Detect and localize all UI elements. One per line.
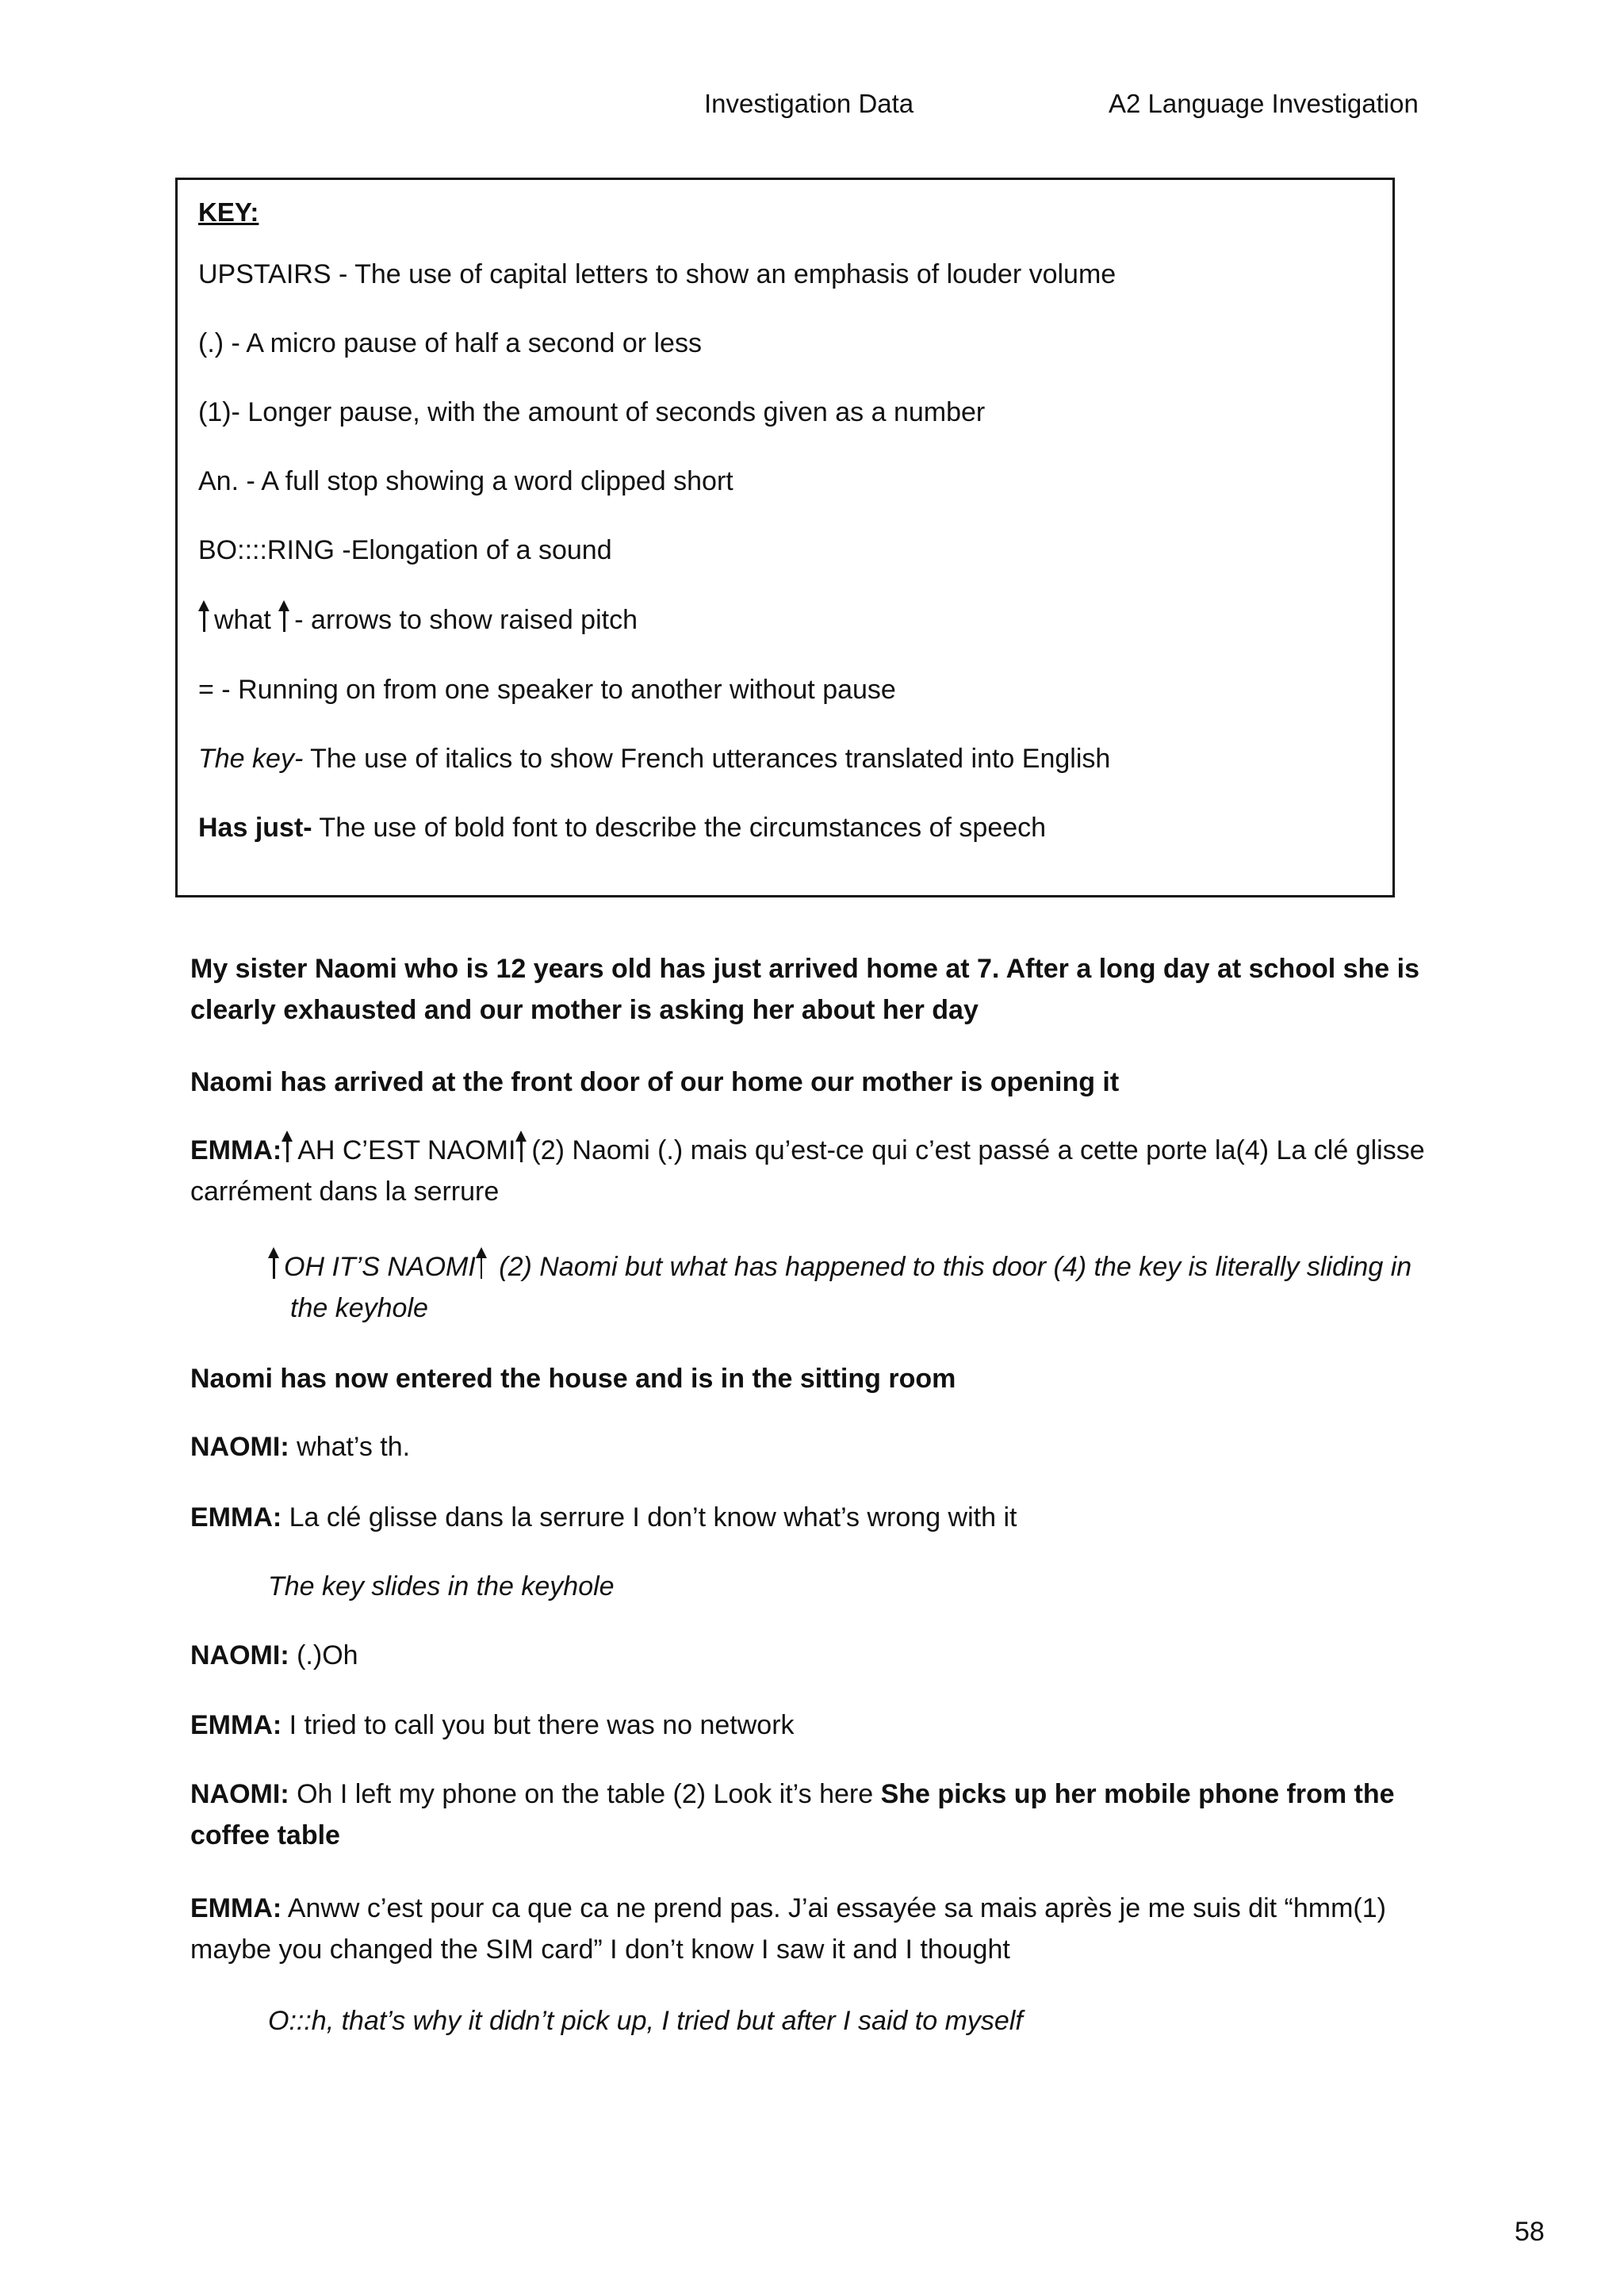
key-entry-clipped-word <box>198 466 733 497</box>
up-arrow-icon <box>268 1247 279 1279</box>
key-title: KEY: <box>198 197 259 227</box>
key-description: The use of bold font to describe the circumstances of speech <box>312 813 1047 843</box>
utterance-naomi-1 <box>190 1426 1427 1468</box>
key-description: - A full stop showing a word clipped short <box>239 466 733 496</box>
utterance-emma-2 <box>190 1497 1427 1538</box>
key-entry-longer-pause <box>198 397 985 428</box>
up-arrow-icon <box>476 1247 487 1279</box>
key-entry-bold <box>198 813 1046 844</box>
scene-description: Naomi has arrived at the front door of our home our mother is opening it <box>190 1067 1120 1097</box>
up-arrow-icon <box>278 600 289 632</box>
key-term: Has just- <box>198 813 312 843</box>
utterance-text: (.)Oh <box>289 1640 358 1670</box>
key-description: The use of italics to show French utterances translated into English <box>303 744 1111 774</box>
key-description: -Elongation of a sound <box>334 535 612 565</box>
key-term: (.) <box>198 328 224 358</box>
action-description: She picks up her mobile phone from the coffee table <box>190 1779 1395 1850</box>
up-arrow-icon <box>515 1131 527 1162</box>
key-description: - arrows to show raised pitch <box>294 605 638 635</box>
speaker-label: EMMA: <box>190 1893 282 1923</box>
scene-description: Naomi has now entered the house and is in the sitting room <box>190 1364 956 1394</box>
utterance-text: Anww c’est pour ca que ca ne prend pas. J’ai essayée sa mais après je me suis dit “hmm(1) maybe you changed the SIM card” I don’t know I saw it and I thought <box>190 1893 1386 1965</box>
utterance-text: (2) Naomi (.) mais qu’est-ce qui c’est passé a cette porte la(4) La clé glisse carrément dans la serrure <box>190 1135 1425 1207</box>
speaker-label: NAOMI: <box>190 1779 289 1809</box>
key-entry-micro-pause <box>198 328 702 359</box>
key-term: An. <box>198 466 239 496</box>
up-arrow-icon <box>282 1131 293 1162</box>
speaker-label: NAOMI: <box>190 1432 289 1462</box>
page-header-left: Investigation Data <box>704 89 914 118</box>
translation-text: OH IT’S NAOMI <box>284 1252 476 1282</box>
translation-2: The key slides in the keyhole <box>268 1571 615 1601</box>
utterance-naomi-2 <box>190 1635 1427 1676</box>
utterance-emma-3 <box>190 1705 1427 1746</box>
speaker-label: EMMA: <box>190 1135 282 1165</box>
up-arrow-icon <box>198 600 209 632</box>
page-header-right: A2 Language Investigation <box>1109 89 1419 118</box>
translation-1 <box>268 1246 1440 1329</box>
key-description: Longer pause, with the amount of seconds given as a number <box>239 397 986 427</box>
key-description: - The use of capital letters to show an emphasis of louder volume <box>331 259 1116 289</box>
translation-3: O:::h, that’s why it didn’t pick up, I tried but after I said to myself <box>268 2006 1023 2036</box>
speaker-label: EMMA: <box>190 1710 282 1740</box>
utterance-text: I tried to call you but there was no network <box>282 1710 795 1740</box>
utterance-text: Oh I left my phone on the table (2) Look it’s here <box>289 1779 881 1809</box>
speaker-label: EMMA: <box>190 1502 282 1533</box>
key-term: The key- <box>198 744 304 774</box>
translation-text: (2) Naomi but what has happened to this door (4) the key is literally sliding in the keyhole <box>290 1252 1412 1323</box>
speaker-label: NAOMI: <box>190 1640 289 1670</box>
key-term: (1)- <box>198 397 240 427</box>
utterance-text: what’s th. <box>289 1432 411 1462</box>
key-entry-elongation <box>198 535 612 566</box>
key-description: - Running on from one speaker to another without pause <box>213 675 896 705</box>
utterance-naomi-3 <box>190 1774 1427 1856</box>
utterance-emma-4 <box>190 1888 1427 1970</box>
transcription-key-box <box>175 178 1395 897</box>
key-entry-running-on <box>198 675 896 706</box>
key-entry-capitals <box>198 259 1116 290</box>
page-number: 58 <box>1515 2217 1545 2247</box>
key-entry-raised-pitch <box>198 600 638 636</box>
key-term: BO::::RING <box>198 535 335 565</box>
utterance-emma-1 <box>190 1130 1427 1212</box>
key-description: - A micro pause of half a second or less <box>224 328 702 358</box>
key-term: what <box>214 605 271 635</box>
utterance-text: La clé glisse dans la serrure I don’t know what’s wrong with it <box>282 1502 1017 1533</box>
key-term: UPSTAIRS <box>198 259 331 289</box>
key-entry-italics <box>198 744 1110 775</box>
key-term: = <box>198 675 214 705</box>
transcript-intro: My sister Naomi who is 12 years old has just arrived home at 7. After a long day at school she is clearly exhausted and our mother is asking her about her day <box>190 954 1420 1025</box>
utterance-text: AH C’EST NAOMI <box>297 1135 516 1165</box>
